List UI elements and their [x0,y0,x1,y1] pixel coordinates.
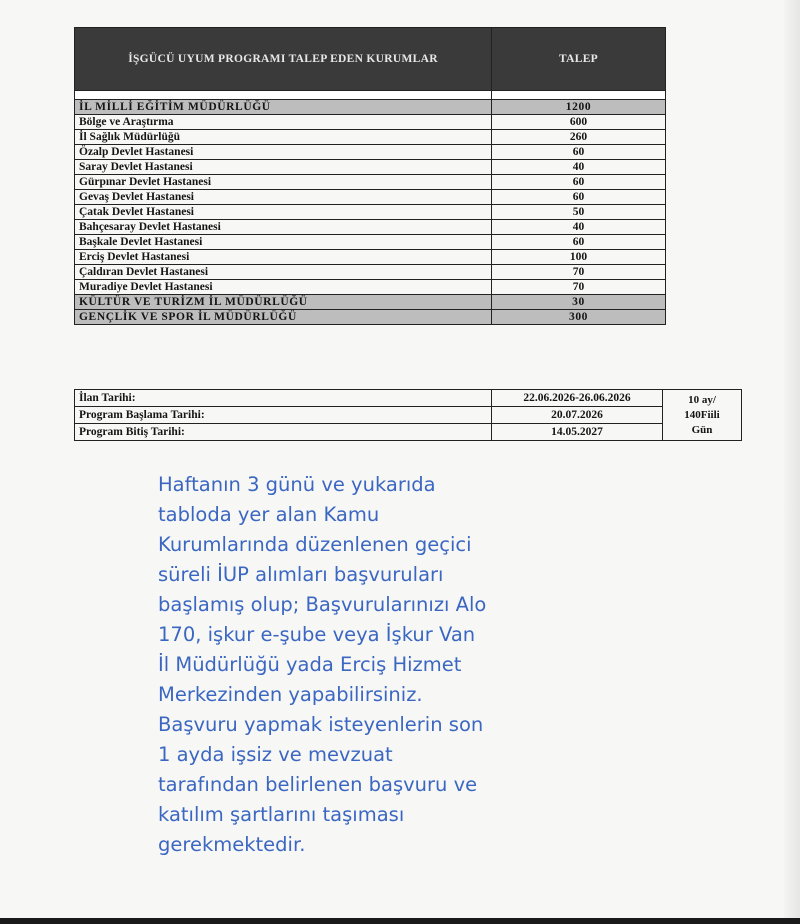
institution-name: Gürpınar Devlet Hastanesi [75,175,492,190]
demand-value: 60 [492,235,666,250]
date-label: Program Başlama Tarihi: [75,407,492,424]
date-row [75,390,742,407]
demand-value: 70 [492,265,666,280]
header-institutions: İŞGÜCÜ UYUM PROGRAMI TALEP EDEN KURUMLAR [75,28,492,91]
institution-name: İL MİLLİ EĞİTİM MÜDÜRLÜĞÜ [75,100,492,115]
announcement-text: Haftanın 3 günü ve yukarıda tabloda yer alan Kamu Kurumlarında düzenlenen geçici süreli İUP alımları başvuruları başlamış olup; Başvurularınızı Alo 170, işkur e-şube veya İşkur Van İl Müdürlüğü yada Erciş Hizmet Merkezinden yapabilirsiniz. Başvuru yapmak isteyenlerin son 1 ayda işsiz ve mevzuat tarafından belirlenen başvuru ve katılım şartlarını taşıması gerekmektedir. [158,473,487,856]
page-edge-shadow [784,0,800,924]
date-row [75,424,742,441]
table-row [75,100,666,115]
institution-name: Başkale Devlet Hastanesi [75,235,492,250]
table-row [75,160,666,175]
spacer-cell [75,91,492,100]
table-row [75,205,666,220]
demand-value: 60 [492,145,666,160]
demand-value: 50 [492,205,666,220]
duration-note-line: Gün [691,423,713,436]
bottom-border [0,918,800,924]
table-spacer-row [75,91,666,100]
institution-name: Muradiye Devlet Hastanesi [75,280,492,295]
dates-table [74,389,742,441]
date-label: İlan Tarihi: [75,390,492,407]
demand-value: 600 [492,115,666,130]
institution-name: KÜLTÜR VE TURİZM İL MÜDÜRLÜĞÜ [75,295,492,310]
demand-value: 260 [492,130,666,145]
table-row [75,280,666,295]
institutions-table [74,27,666,325]
institution-name: Çatak Devlet Hastanesi [75,205,492,220]
duration-note [663,390,742,441]
demand-value: 60 [492,175,666,190]
demand-value: 1200 [492,100,666,115]
demand-value: 70 [492,280,666,295]
table-row [75,265,666,280]
institution-name: Bölge ve Araştırma [75,115,492,130]
spacer-cell [492,91,666,100]
duration-note-line: 10 ay/ [688,393,716,406]
demand-value: 40 [492,220,666,235]
date-value: 20.07.2026 [492,407,663,424]
table-row [75,235,666,250]
institution-name: Saray Devlet Hastanesi [75,160,492,175]
table-row [75,250,666,265]
institution-name: Çaldıran Devlet Hastanesi [75,265,492,280]
table-row [75,115,666,130]
demand-value: 30 [492,295,666,310]
institution-name: GENÇLİK VE SPOR İL MÜDÜRLÜĞÜ [75,310,492,325]
table-row [75,295,666,310]
table-row [75,190,666,205]
date-value: 22.06.2026-26.06.2026 [492,390,663,407]
institution-name: İl Sağlık Müdürlüğü [75,130,492,145]
institution-name: Erciş Devlet Hastanesi [75,250,492,265]
date-row [75,407,742,424]
institution-name: Bahçesaray Devlet Hastanesi [75,220,492,235]
table-row [75,220,666,235]
date-value: 14.05.2027 [492,424,663,441]
demand-value: 40 [492,160,666,175]
table-row [75,130,666,145]
table-row [75,145,666,160]
demand-value: 60 [492,190,666,205]
duration-note-line: 140Fiili [684,408,720,421]
demand-value: 300 [492,310,666,325]
header-demand: TALEP [492,28,666,91]
table-header-row [75,28,666,91]
date-label: Program Bitiş Tarihi: [75,424,492,441]
demand-value: 100 [492,250,666,265]
institutions-table-body [75,91,666,325]
institution-name: Gevaş Devlet Hastanesi [75,190,492,205]
table-row [75,310,666,325]
table-row [75,175,666,190]
institution-name: Özalp Devlet Hastanesi [75,145,492,160]
